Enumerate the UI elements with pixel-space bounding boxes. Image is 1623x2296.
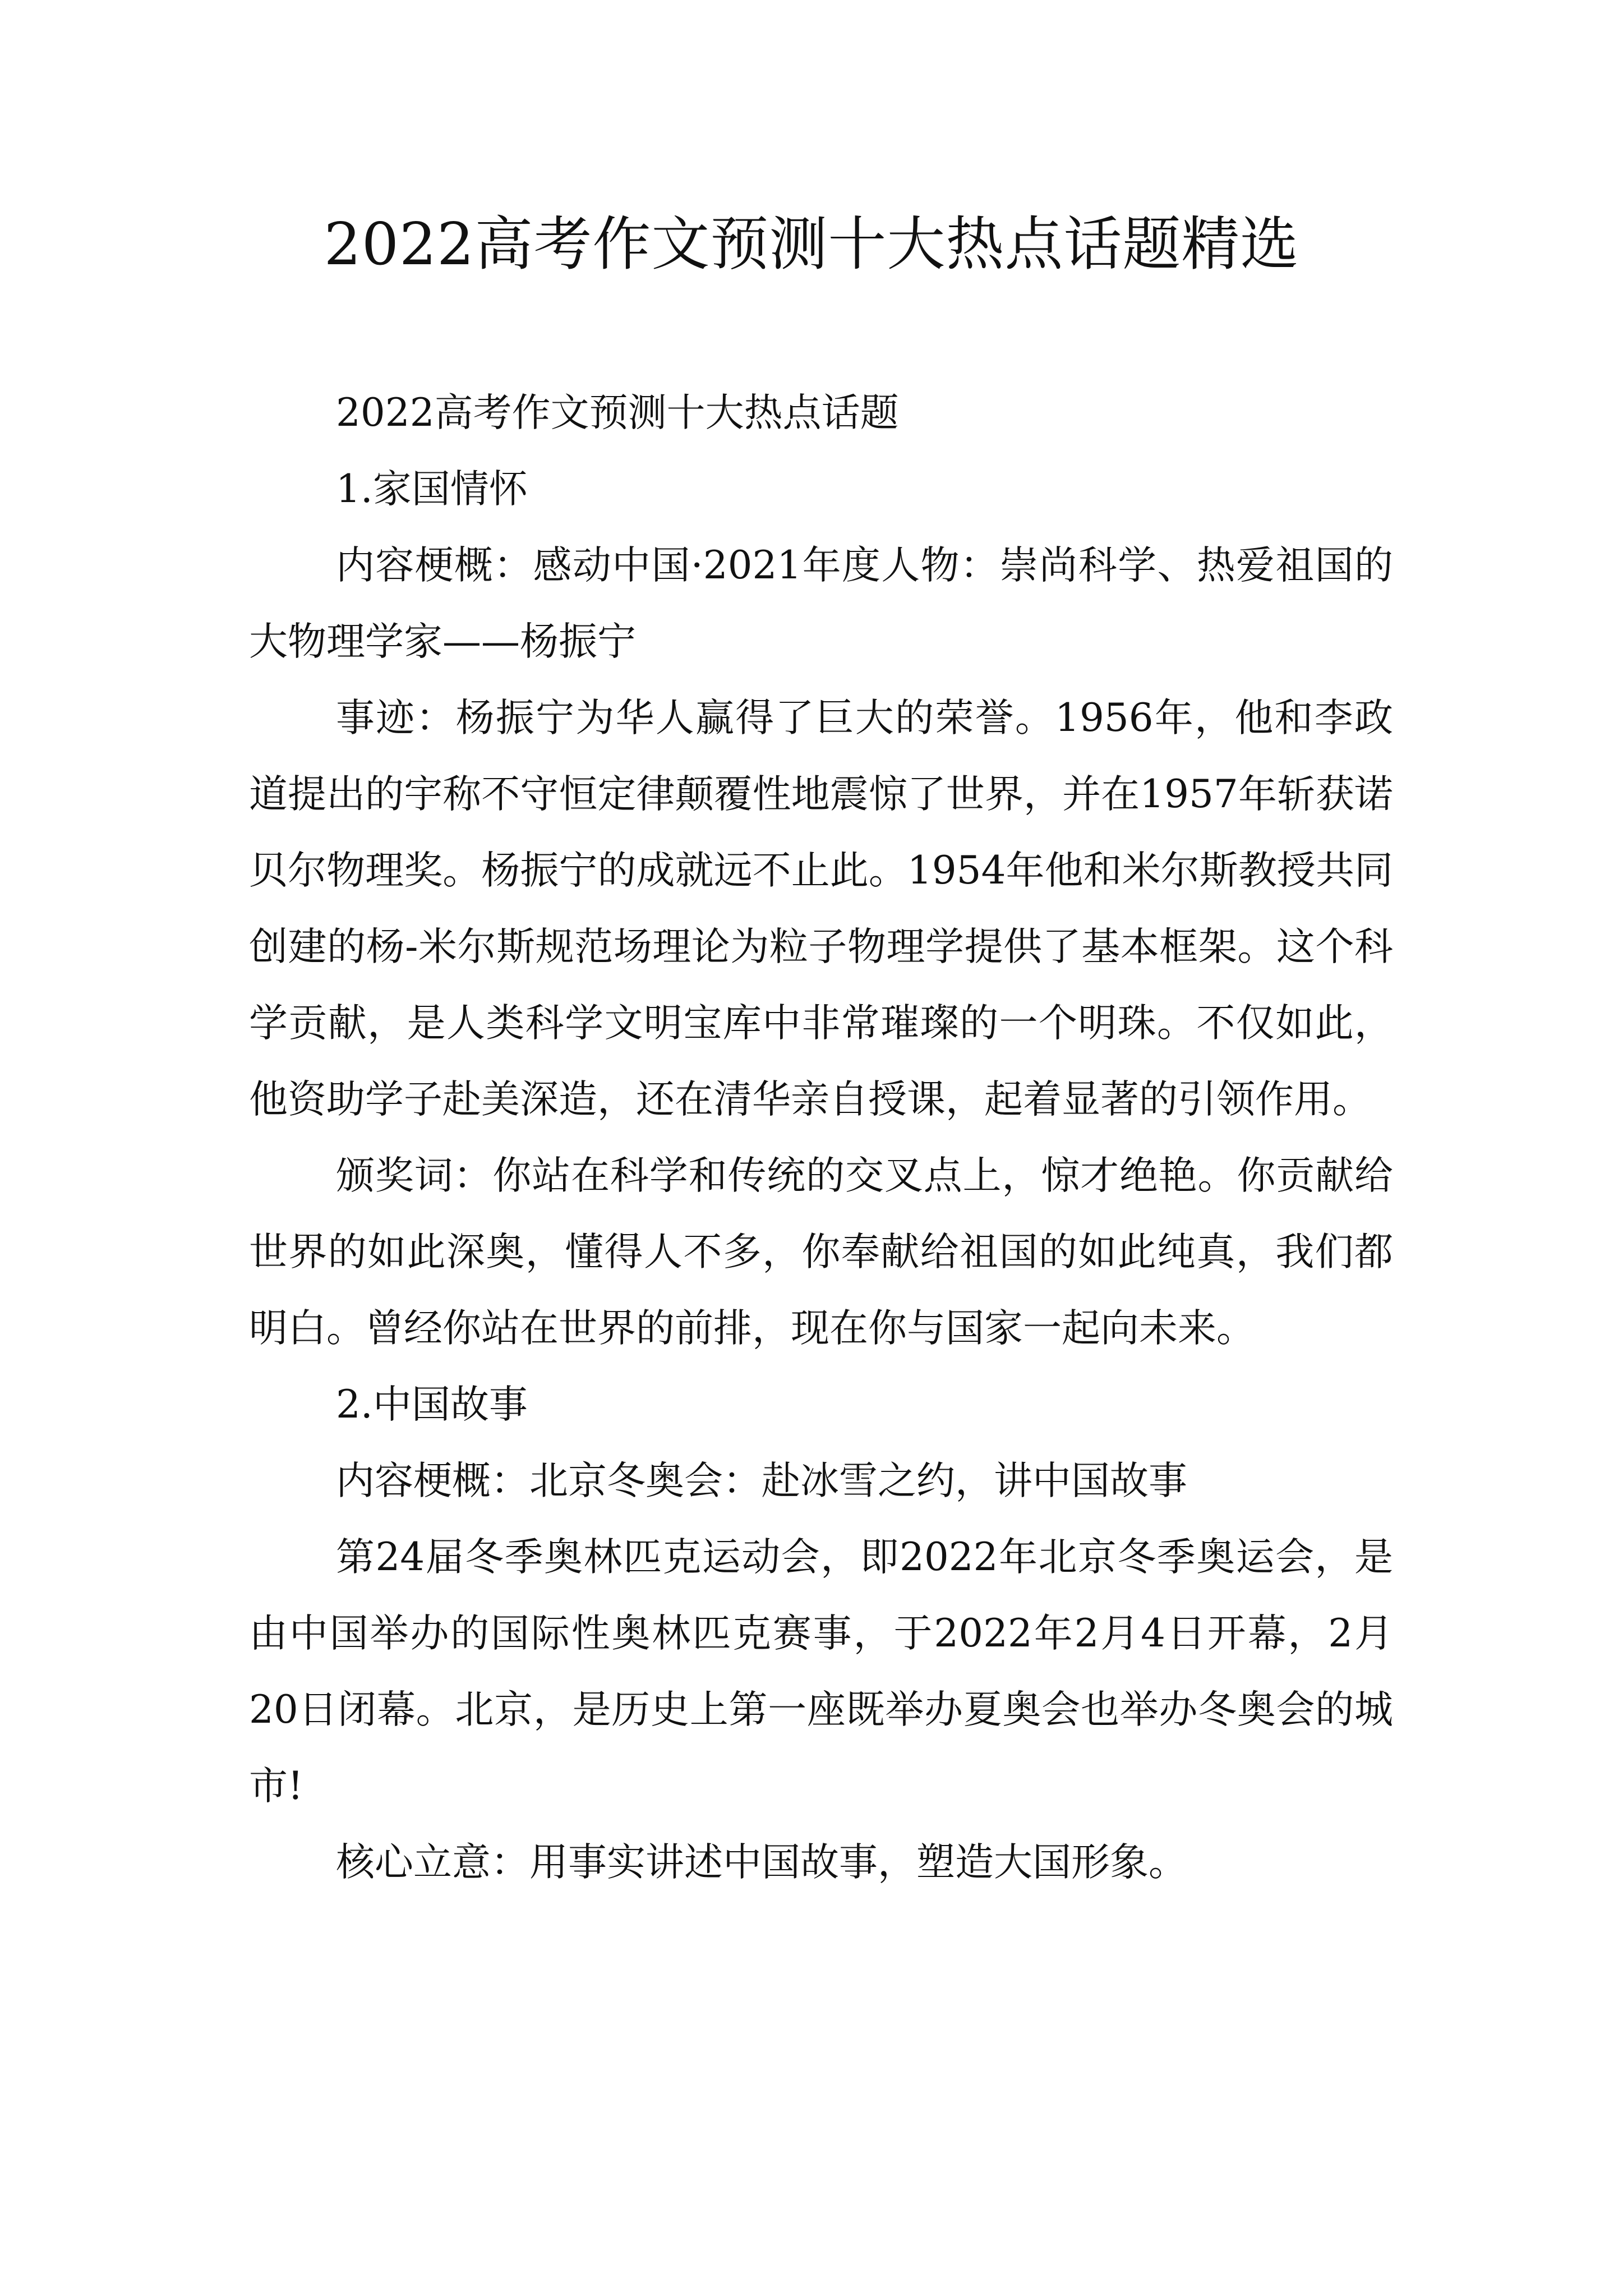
olympics-paragraph: 第24届冬季奥林匹克运动会，即2022年北京冬季奥运会，是由中国举办的国际性奥林匹克赛事，于2022年2月4日开幕，2月20日闭幕。北京，是历史上第一座既举办夏奥会也举办冬奥会的城市! <box>249 1535 1393 1809</box>
page-title: 2022高考作文预测十大热点话题精选 <box>324 210 1299 278</box>
document-body <box>249 375 1393 1901</box>
deeds-paragraph: 事迹：杨振宁为华人赢得了巨大的荣誉。1956年，他和李政道提出的宇称不守恒定律颠覆性地震惊了世界，并在1957年斩获诺贝尔物理奖。杨振宁的成就远不止此。1954年他和米尔斯教授共同创建的杨-米尔斯规范场理论为粒子物理学提供了基本框架。这个科学贡献，是人类科学文明宝库中非常璀璨的一个明珠。不仅如此，他资助学子赴美深造，还在清华亲自授课，起着显著的引领作用。 <box>249 696 1393 1122</box>
summary-paragraph-1: 内容梗概：感动中国·2021年度人物：崇尚科学、热爱祖国的大物理学家——杨振宁 <box>249 543 1393 664</box>
section-heading-2: 2.中国故事 <box>336 1382 528 1427</box>
section-heading-1: 1.家国情怀 <box>336 467 528 512</box>
core-idea-paragraph: 核心立意：用事实讲述中国故事，塑造大国形象。 <box>336 1840 1187 1885</box>
subtitle-paragraph: 2022高考作文预测十大热点话题 <box>336 390 899 435</box>
award-paragraph: 颁奖词：你站在科学和传统的交叉点上，惊才绝艳。你贡献给世界的如此深奥，懂得人不多，你奉献给祖国的如此纯真，我们都明白。曾经你站在世界的前排，现在你与国家一起向未来。 <box>249 1153 1393 1351</box>
summary-paragraph-2: 内容梗概：北京冬奥会：赴冰雪之约，讲中国故事 <box>336 1458 1187 1503</box>
